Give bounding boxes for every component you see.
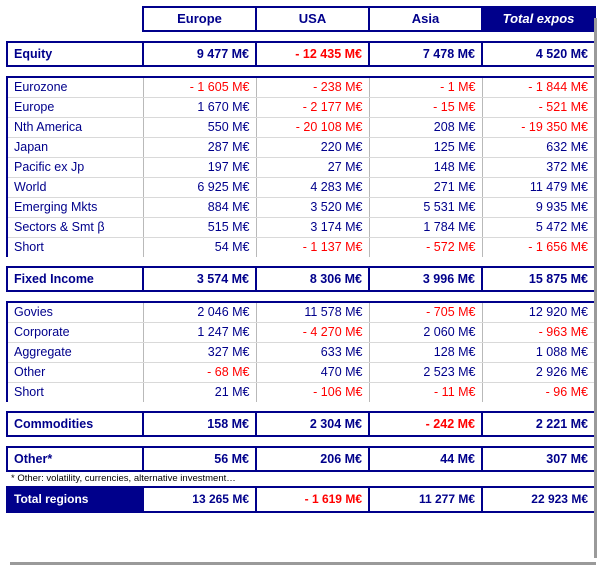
- row-europe-europe: 1 670 M€: [143, 98, 256, 118]
- row-fi-other-usa: 470 M€: [256, 363, 369, 383]
- section-total-commodities: [7, 412, 595, 436]
- row-corporate-europe: 1 247 M€: [143, 323, 256, 343]
- row-fi-other-europe: - 68 M€: [143, 363, 256, 383]
- section-total-other-total: 307 M€: [482, 447, 595, 471]
- row-pacific-ex-jp-europe: 197 M€: [143, 158, 256, 178]
- section-total-fixed-income-europe: 3 574 M€: [143, 267, 256, 291]
- row-corporate-asia: 2 060 M€: [369, 323, 482, 343]
- grand-total-label: Total regions: [7, 487, 143, 512]
- row-sectors-smart-beta-usa: 3 174 M€: [256, 218, 369, 238]
- section-total-fixed-income-total: 15 875 M€: [482, 267, 595, 291]
- row-sectors-smart-beta-total: 5 472 M€: [482, 218, 595, 238]
- section-total-equity: [7, 42, 595, 66]
- row-emerging-mkts-europe: 884 M€: [143, 198, 256, 218]
- table-row: [7, 118, 595, 138]
- grand-total-row: [7, 487, 595, 512]
- row-japan-usa: 220 M€: [256, 138, 369, 158]
- table-row: [7, 343, 595, 363]
- grand-total-asia: 11 277 M€: [369, 487, 482, 512]
- row-japan-asia: 125 M€: [369, 138, 482, 158]
- row-label-fi-other: Other: [7, 363, 143, 383]
- section-total-other-usa: 206 M€: [256, 447, 369, 471]
- section-total-other: [7, 447, 595, 471]
- section-total-fixed-income-asia: 3 996 M€: [369, 267, 482, 291]
- grand-total-total: 22 923 M€: [482, 487, 595, 512]
- row-eurozone-europe: - 1 605 M€: [143, 77, 256, 98]
- row-emerging-mkts-asia: 5 531 M€: [369, 198, 482, 218]
- row-fi-other-asia: 2 523 M€: [369, 363, 482, 383]
- row-govies-europe: 2 046 M€: [143, 302, 256, 323]
- row-label-eurozone: Eurozone: [7, 77, 143, 98]
- row-label-equity-short: Short: [7, 238, 143, 258]
- spacer: [7, 291, 595, 302]
- row-pacific-ex-jp-usa: 27 M€: [256, 158, 369, 178]
- table-row: [7, 363, 595, 383]
- row-govies-asia: - 705 M€: [369, 302, 482, 323]
- row-corporate-usa: - 4 270 M€: [256, 323, 369, 343]
- row-world-usa: 4 283 M€: [256, 178, 369, 198]
- row-aggregate-usa: 633 M€: [256, 343, 369, 363]
- row-emerging-mkts-total: 9 935 M€: [482, 198, 595, 218]
- exposure-table: [6, 6, 596, 513]
- section-total-fixed-income: [7, 267, 595, 291]
- table-row: [7, 98, 595, 118]
- row-sectors-smart-beta-asia: 1 784 M€: [369, 218, 482, 238]
- row-fi-short-europe: 21 M€: [143, 383, 256, 403]
- row-fi-short-total: - 96 M€: [482, 383, 595, 403]
- row-aggregate-total: 1 088 M€: [482, 343, 595, 363]
- section-total-equity-usa: - 12 435 M€: [256, 42, 369, 66]
- row-label-sectors-smart-beta: Sectors & Smt β: [7, 218, 143, 238]
- row-equity-short-usa: - 1 137 M€: [256, 238, 369, 258]
- grand-total-usa: - 1 619 M€: [256, 487, 369, 512]
- header-total-expos: Total expos: [482, 7, 595, 31]
- header-usa: USA: [256, 7, 369, 31]
- header-asia: Asia: [369, 7, 482, 31]
- row-label-pacific-ex-jp: Pacific ex Jp: [7, 158, 143, 178]
- table-row: [7, 77, 595, 98]
- spacer: [7, 402, 595, 412]
- footnote-row: [7, 471, 595, 487]
- drop-shadow-bottom: [10, 562, 596, 565]
- table-row: [7, 178, 595, 198]
- row-govies-total: 12 920 M€: [482, 302, 595, 323]
- table-header-row: [7, 7, 595, 31]
- row-label-fi-short: Short: [7, 383, 143, 403]
- section-total-commodities-usa: 2 304 M€: [256, 412, 369, 436]
- spacer: [7, 31, 595, 42]
- row-japan-total: 632 M€: [482, 138, 595, 158]
- table-row: [7, 138, 595, 158]
- row-eurozone-usa: - 238 M€: [256, 77, 369, 98]
- section-total-equity-asia: 7 478 M€: [369, 42, 482, 66]
- row-label-emerging-mkts: Emerging Mkts: [7, 198, 143, 218]
- section-label-equity: Equity: [7, 42, 143, 66]
- row-fi-other-total: 2 926 M€: [482, 363, 595, 383]
- row-europe-total: - 521 M€: [482, 98, 595, 118]
- section-label-other: Other*: [7, 447, 143, 471]
- row-label-aggregate: Aggregate: [7, 343, 143, 363]
- row-equity-short-asia: - 572 M€: [369, 238, 482, 258]
- row-label-world: World: [7, 178, 143, 198]
- row-label-japan: Japan: [7, 138, 143, 158]
- row-europe-usa: - 2 177 M€: [256, 98, 369, 118]
- row-aggregate-asia: 128 M€: [369, 343, 482, 363]
- row-equity-short-total: - 1 656 M€: [482, 238, 595, 258]
- row-label-nth-america: Nth America: [7, 118, 143, 138]
- section-total-commodities-europe: 158 M€: [143, 412, 256, 436]
- section-total-other-europe: 56 M€: [143, 447, 256, 471]
- row-eurozone-total: - 1 844 M€: [482, 77, 595, 98]
- row-nth-america-europe: 550 M€: [143, 118, 256, 138]
- row-nth-america-total: - 19 350 M€: [482, 118, 595, 138]
- section-total-commodities-total: 2 221 M€: [482, 412, 595, 436]
- spacer: [7, 436, 595, 447]
- table-row: [7, 383, 595, 403]
- row-corporate-total: - 963 M€: [482, 323, 595, 343]
- spacer: [7, 257, 595, 267]
- row-world-europe: 6 925 M€: [143, 178, 256, 198]
- row-nth-america-asia: 208 M€: [369, 118, 482, 138]
- row-world-total: 11 479 M€: [482, 178, 595, 198]
- footnote-text: * Other: volatility, currencies, alternative investment…: [11, 473, 236, 484]
- row-label-govies: Govies: [7, 302, 143, 323]
- row-fi-short-usa: - 106 M€: [256, 383, 369, 403]
- row-europe-asia: - 15 M€: [369, 98, 482, 118]
- row-equity-short-europe: 54 M€: [143, 238, 256, 258]
- section-label-fixed-income: Fixed Income: [7, 267, 143, 291]
- grand-total-europe: 13 265 M€: [143, 487, 256, 512]
- row-label-europe: Europe: [7, 98, 143, 118]
- row-pacific-ex-jp-total: 372 M€: [482, 158, 595, 178]
- spacer: [7, 66, 595, 77]
- section-total-commodities-asia: - 242 M€: [369, 412, 482, 436]
- row-govies-usa: 11 578 M€: [256, 302, 369, 323]
- row-japan-europe: 287 M€: [143, 138, 256, 158]
- section-total-equity-europe: 9 477 M€: [143, 42, 256, 66]
- row-aggregate-europe: 327 M€: [143, 343, 256, 363]
- table-row: [7, 323, 595, 343]
- row-nth-america-usa: - 20 108 M€: [256, 118, 369, 138]
- header-europe: Europe: [143, 7, 256, 31]
- section-total-equity-total: 4 520 M€: [482, 42, 595, 66]
- row-fi-short-asia: - 11 M€: [369, 383, 482, 403]
- row-eurozone-asia: - 1 M€: [369, 77, 482, 98]
- row-emerging-mkts-usa: 3 520 M€: [256, 198, 369, 218]
- drop-shadow-right: [594, 18, 597, 558]
- section-total-other-asia: 44 M€: [369, 447, 482, 471]
- table-row: [7, 218, 595, 238]
- exposure-table-sheet: [0, 6, 602, 569]
- table-row: [7, 238, 595, 258]
- section-label-commodities: Commodities: [7, 412, 143, 436]
- row-pacific-ex-jp-asia: 148 M€: [369, 158, 482, 178]
- table-row: [7, 198, 595, 218]
- row-label-corporate: Corporate: [7, 323, 143, 343]
- header-corner: [7, 7, 143, 31]
- row-world-asia: 271 M€: [369, 178, 482, 198]
- section-total-fixed-income-usa: 8 306 M€: [256, 267, 369, 291]
- row-sectors-smart-beta-europe: 515 M€: [143, 218, 256, 238]
- table-row: [7, 158, 595, 178]
- table-row: [7, 302, 595, 323]
